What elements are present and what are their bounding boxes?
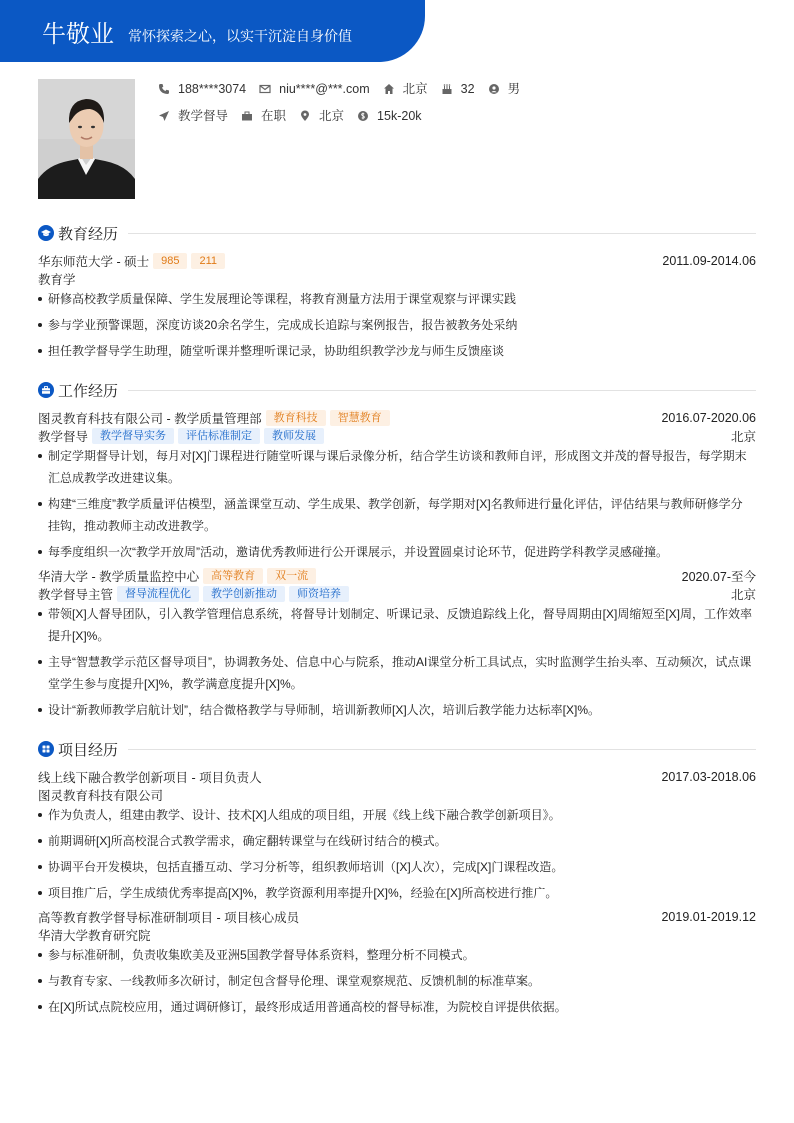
job-bullet: 制定学期督导计划，每月对[X]门课程进行随堂听课与课后录像分析，结合学生访谈和教师自评，形成图文并茂的督导报告，每学期末汇总成教学改进建议集。 (38, 445, 754, 489)
work-title: 工作经历 (58, 382, 119, 400)
skill-tag: 教师发展 (264, 428, 324, 444)
gender-icon (488, 83, 500, 95)
education-bullet: 研修高校教学质量保障、学生发展理论等课程，将教育测量方法用于课堂观察与评课实践 (38, 288, 754, 310)
project-org-row (38, 786, 756, 804)
tagline: 常怀探索之心，以实干沉淀自身价值 (128, 28, 352, 44)
project-name: 高等教育教学督导标准研制项目 - 项目核心成员 (38, 911, 300, 925)
section-divider (128, 749, 756, 750)
project-bullet: 参与标准研制，负责收集欧美及亚洲5国教学督导体系资料，整理分析不同模式。 (38, 944, 754, 966)
work-section-header (38, 380, 756, 400)
job-intent-row (158, 108, 435, 124)
skill-tag: 督导流程优化 (117, 586, 199, 602)
project-org: 华清大学教育研究院 (38, 929, 151, 943)
project-date: 2019.01-2019.12 (661, 910, 756, 924)
location-item (383, 81, 428, 97)
project-bullet: 前期调研[X]所高校混合式教学需求，确定翻转课堂与在线研讨结合的模式。 (38, 830, 754, 852)
grid-icon (38, 741, 54, 757)
job-date: 2020.07-至今 (681, 570, 756, 584)
project-bullet: 项目推广后，学生成绩优秀率提高[X]%，教学资源利用率提升[X]%，经验在[X]所高校进行推广。 (38, 882, 754, 904)
company-tag: 教育科技 (266, 410, 326, 426)
salary-item (357, 108, 421, 124)
gender-item (488, 81, 521, 97)
company-name: 华清大学 - 教学质量监控中心 (38, 570, 200, 584)
job-bullet: 构建“三维度”教学质量评估模型，涵盖课堂互动、学生成果、教学创新，每学期对[X]名教师进行量化评估，评估结果与教师研修学分挂钩，推动教师主动改进教学。 (38, 493, 754, 537)
skill-tag: 教学督导实务 (92, 428, 174, 444)
major: 教育学 (38, 273, 76, 287)
project-org-row (38, 926, 756, 944)
job-bullet: 主导“智慧教学示范区督导项目”，协调教务处、信息中心与院系，推动AI课堂分析工具试点，实时监测学生抬头率、互动频次，试点课堂学生参与度提升[X]%，教学满意度提升[X]%。 (38, 651, 754, 695)
portrait-image (38, 79, 135, 199)
education-title: 教育经历 (58, 225, 119, 243)
project-bullet: 协调平台开发模块，包括直播互动、学习分析等，组织教师培训（[X]人次），完成[X]门课程改造。 (38, 856, 754, 878)
job-role-row (38, 585, 756, 603)
school-tag: 211 (191, 253, 225, 269)
gender-value: 男 (507, 82, 521, 96)
job-city: 北京 (730, 588, 756, 602)
job-date: 2016.07-2020.06 (661, 411, 756, 425)
project-section-header (38, 739, 756, 759)
company-name: 图灵教育科技有限公司 - 教学质量管理部 (38, 412, 262, 426)
company-tag: 智慧教育 (330, 410, 390, 426)
job-role: 教学督导 (38, 430, 89, 444)
job-bullet: 每季度组织一次“教学开放周”活动，邀请优秀教师进行公开课展示，并设置圆桌讨论环节，促进跨学科教学灵感碰撞。 (38, 541, 754, 563)
home-icon (383, 83, 395, 95)
education-bullet: 参与学业预警课题，深度访谈20余名学生，完成成长追踪与案例报告，报告被教务处采纳 (38, 314, 754, 336)
email-value: niu****@***.com (279, 82, 370, 96)
project-bullet: 作为负责人，组建由教学、设计、技术[X]人组成的项目组，开展《线上线下融合教学创新项目》。 (38, 804, 754, 826)
briefcase-icon (241, 110, 253, 122)
city-value: 北京 (319, 109, 345, 123)
phone-icon (158, 83, 170, 95)
city-item (299, 108, 344, 124)
education-row (38, 252, 756, 270)
profile-photo (38, 79, 135, 199)
age-item (441, 81, 475, 97)
salary-value: 15k-20k (377, 109, 422, 123)
cake-icon (441, 83, 453, 95)
education-section-header (38, 223, 756, 243)
project-row (38, 768, 756, 786)
job-city: 北京 (730, 430, 756, 444)
skill-tag: 教学创新推动 (203, 586, 285, 602)
job-company-row (38, 567, 756, 585)
status-value: 在职 (261, 109, 287, 123)
candidate-name: 牛敬业 (42, 21, 114, 48)
education-date: 2011.09-2014.06 (662, 254, 756, 268)
job-role-row (38, 427, 756, 445)
location-value: 北京 (402, 82, 428, 96)
job-bullet: 设计“新教师教学启航计划”，结合微格教学与导师制，培训新教师[X]人次，培训后教学能力达标率[X]%。 (38, 699, 754, 721)
work-icon (38, 382, 54, 398)
company-tag: 高等教育 (203, 568, 263, 584)
project-bullet: 在[X]所试点院校应用，通过调研修订，最终形成适用普通高校的督导标准，为院校自评提供依据。 (38, 996, 754, 1018)
phone-value: 188****3074 (178, 82, 247, 96)
project-title: 项目经历 (58, 741, 119, 759)
job-company-row (38, 409, 756, 427)
skill-tag: 评估标准制定 (178, 428, 260, 444)
skill-tag: 师资培养 (289, 586, 349, 602)
status-item (241, 108, 286, 124)
mail-icon (259, 83, 271, 95)
project-date: 2017.03-2018.06 (661, 770, 756, 784)
position-item (158, 108, 228, 124)
major-row (38, 270, 756, 288)
send-icon (158, 110, 170, 122)
company-tag: 双一流 (267, 568, 316, 584)
phone-item (158, 81, 246, 97)
school-tag: 985 (153, 253, 187, 269)
project-name: 线上线下融合教学创新项目 - 项目负责人 (38, 771, 262, 785)
education-bullet: 担任教学督导学生助理，随堂听课并整理听课记录，协助组织教学沙龙与师生反馈座谈 (38, 340, 754, 362)
job-role: 教学督导主管 (38, 588, 114, 602)
section-divider (128, 390, 756, 391)
age-value: 32 (460, 82, 475, 96)
position-value: 教学督导 (178, 109, 229, 123)
project-org: 图灵教育科技有限公司 (38, 789, 164, 803)
email-item (259, 81, 370, 97)
money-icon (357, 110, 369, 122)
school-name: 华东师范大学 - 硕士 (38, 255, 150, 269)
header-banner (0, 0, 425, 62)
section-divider (128, 233, 756, 234)
location-pin-icon (299, 110, 311, 122)
graduation-cap-icon (38, 225, 54, 241)
project-bullet: 与教育专家、一线教师多次研讨，制定包含督导伦理、课堂观察规范、反馈机制的标准草案。 (38, 970, 754, 992)
job-bullet: 带领[X]人督导团队，引入教学管理信息系统，将督导计划制定、听课记录、反馈追踪线上化，督导周期由[X]周缩短至[X]周，工作效率提升[X]%。 (38, 603, 754, 647)
contact-row (158, 81, 533, 97)
project-row (38, 908, 756, 926)
